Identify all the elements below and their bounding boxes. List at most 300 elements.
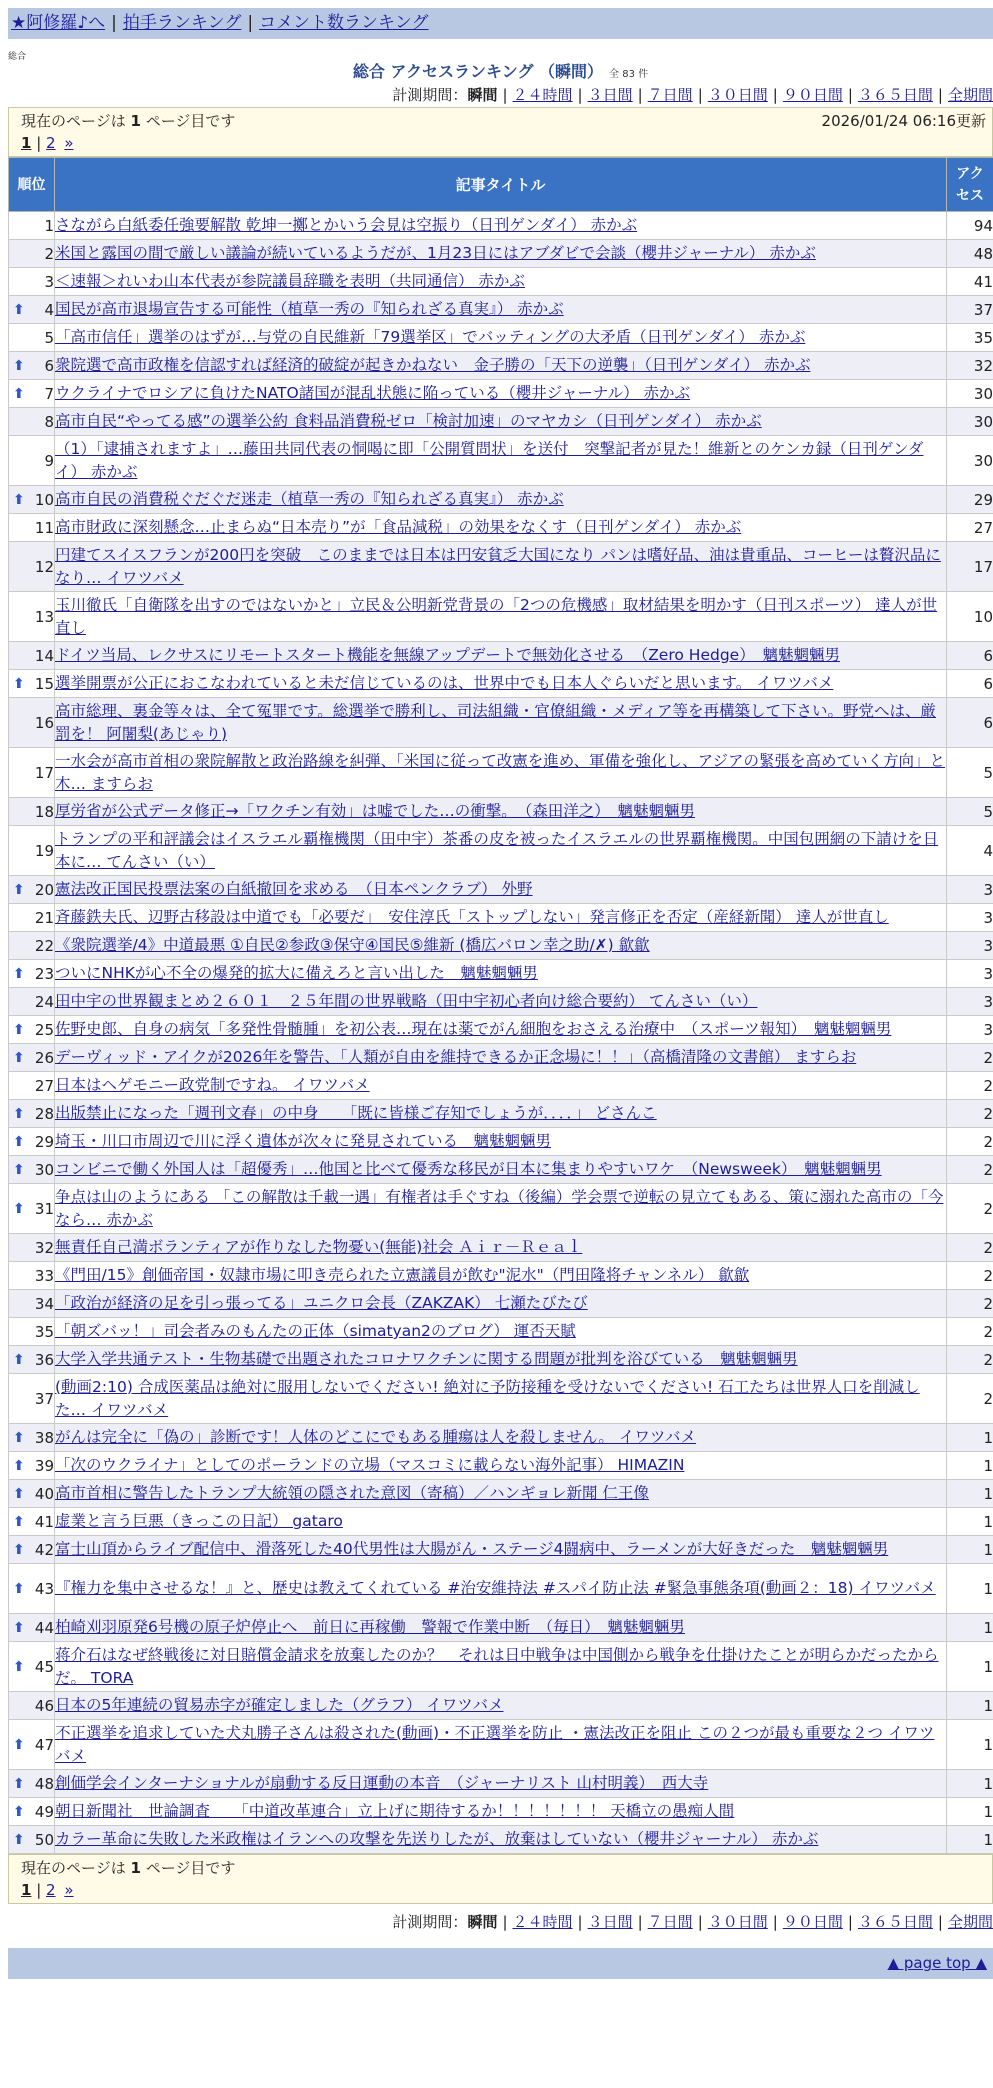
article-link[interactable]: がんは完全に「偽の」診断です！人体のどこにでもある腫瘍は人を殺しません。 イワツバメ [55, 1428, 696, 1446]
access-count: 2 [947, 1128, 993, 1156]
rank-number: 39 [35, 1457, 54, 1475]
rank-number: 6 [44, 357, 54, 375]
page-top-link[interactable]: ▲ page top ▲ [888, 1954, 987, 1972]
title-cell [55, 268, 947, 296]
rank-cell [9, 542, 55, 592]
article-link[interactable]: 虚業と言う巨悪（きっこの日記） gataro [55, 1512, 343, 1530]
period-option[interactable]: ３０日間 [708, 86, 768, 104]
table-row [9, 1128, 993, 1156]
rank-cell [9, 798, 55, 826]
next-page-link-bottom[interactable]: » [64, 1881, 73, 1899]
table-row [9, 1072, 993, 1100]
rank-cell [9, 268, 55, 296]
article-link[interactable]: 田中宇の世界観まとめ２６０１ ２５年間の世界戦略（田中宇初心者向け総合要約） てんさい（い） [55, 992, 757, 1010]
title-cell [55, 1318, 947, 1346]
table-row [9, 698, 993, 748]
access-count: 1 [947, 1508, 993, 1536]
current-page-bottom: 1 [21, 1881, 31, 1899]
access-count: 3 [947, 876, 993, 904]
article-link[interactable]: 出版禁止になった「週刊文春」の中身 「既に皆様ご存知でしょうが．．．．」 どさんこ [55, 1104, 657, 1122]
rank-cell [9, 408, 55, 436]
rank-cell [9, 514, 55, 542]
rank-cell [9, 1564, 55, 1614]
article-link[interactable]: 憲法改正国民投票法案の白紙撤回を求める （日本ペンクラブ） 外野 [55, 880, 533, 898]
title-cell [55, 1536, 947, 1564]
title-cell [55, 1346, 947, 1374]
title-cell [55, 514, 947, 542]
ranking-table [8, 157, 993, 1854]
article-link[interactable]: 佐野史郎、自身の病気「多発性骨髄腫」を初公表…現在は薬でがん細胞をおさえる治療中 （スポーツ報知） 魑魅魍魎男 [55, 1020, 891, 1038]
article-link[interactable]: 日本の5年連続の貿易赤字が確定しました（グラフ） イワツバメ [55, 1696, 503, 1714]
table-row [9, 670, 993, 698]
up-arrow-icon: ⬆ [13, 1832, 25, 1848]
up-arrow-icon: ⬆ [13, 1050, 25, 1066]
pagination-bottom: 1 | 2 » [21, 1879, 986, 1901]
title-cell [55, 798, 947, 826]
rank-number: 25 [35, 1021, 54, 1039]
period-option: 瞬間 [467, 86, 497, 104]
page-link-2[interactable]: 2 [46, 134, 56, 152]
table-row [9, 876, 993, 904]
access-count: 41 [947, 268, 993, 296]
access-count: 10 [947, 592, 993, 642]
table-row [9, 324, 993, 352]
title-cell [55, 486, 947, 514]
period-option-bottom[interactable]: ９０日間 [783, 1913, 843, 1931]
access-count: 2 [947, 1234, 993, 1262]
article-link[interactable]: 厚労省が公式データ修正→「ワクチン有効」は嘘でした…の衝撃。 （森田洋之） 魑魅魍魎男 [55, 802, 695, 820]
title-cell [55, 1100, 947, 1128]
rank-number: 9 [44, 452, 54, 470]
access-count: 35 [947, 324, 993, 352]
period-separator: | [773, 1913, 778, 1931]
table-row [9, 1234, 993, 1262]
up-arrow-icon: ⬆ [13, 1620, 25, 1636]
article-link[interactable]: 衆院選で高市政権を信認すれば経済的破綻が起きかねない 金子勝の「天下の逆襲」（日刊ゲンダイ） 赤かぶ [55, 356, 810, 374]
access-count: 2 [947, 1156, 993, 1184]
title-cell [55, 642, 947, 670]
rank-cell [9, 1072, 55, 1100]
article-link[interactable]: 斉藤鉄夫氏、辺野古移設は中道でも「必要だ」 安住淳氏「ストップしない」発言修正を否定（産経新聞） 達人が世直し [55, 908, 889, 926]
table-row [9, 240, 993, 268]
article-link[interactable]: 米国と露国の間で厳しい議論が続いているようだが、1月23日にはアブダビで会談（櫻井ジャーナル） 赤かぶ [55, 244, 816, 262]
rank-number: 29 [35, 1133, 54, 1151]
rank-number: 34 [35, 1295, 54, 1313]
access-count: 1 [947, 1614, 993, 1642]
rank-cell [9, 698, 55, 748]
table-row [9, 1720, 993, 1770]
title-cell [55, 1262, 947, 1290]
table-row [9, 592, 993, 642]
current-page: 1 [21, 134, 31, 152]
rank-number: 48 [35, 1775, 54, 1793]
rank-number: 47 [35, 1736, 54, 1754]
title-cell [55, 380, 947, 408]
rank-number: 37 [35, 1390, 54, 1408]
table-row [9, 1424, 993, 1452]
article-link[interactable]: 一水会が高市首相の衆院解散と政治路線を糾弾、「米国に従って改憲を進め、軍備を強化し、アジアの緊張を高めていく方向」と木… ますらお [55, 752, 945, 793]
period-option[interactable]: ３日間 [588, 86, 633, 104]
title-cell [55, 1614, 947, 1642]
table-row [9, 960, 993, 988]
article-link[interactable]: 高市財政に深刻懸念…止まらぬ“日本売り”が「食品減税」の効果をなくす（日刊ゲンダイ） 赤かぶ [55, 518, 741, 536]
rank-cell [9, 1100, 55, 1128]
period-separator: | [938, 1913, 943, 1931]
table-row [9, 1614, 993, 1642]
title-cell [55, 698, 947, 748]
access-count: 37 [947, 296, 993, 324]
access-count: 30 [947, 380, 993, 408]
article-link[interactable]: 高市総理、裏金等々は、全て冤罪です。総選挙で勝利し、司法組織・官僚組織・メディア等を再構築して下さい。野党へは、厳罰を！ 阿闍梨(あじゃり) [55, 702, 936, 743]
access-count: 6 [947, 698, 993, 748]
access-count: 6 [947, 670, 993, 698]
article-link[interactable]: トランプの平和評議会はイスラエル覇権機関（田中宇）茶番の皮を被ったイスラエルの世界覇権機関。中国包囲網の下請けを日本に… てんさい（い） [55, 830, 938, 871]
rank-number: 49 [35, 1803, 54, 1821]
up-arrow-icon: ⬆ [13, 1458, 25, 1474]
title-cell [55, 542, 947, 592]
access-count: 2 [947, 1044, 993, 1072]
access-count: 3 [947, 988, 993, 1016]
article-link[interactable]: 蒋介石はなぜ終戦後に対日賠償金請求を放棄したのか？ それは日中戦争は中国側から戦争を仕掛けたことが明らかだったからだ。 TORA [55, 1646, 939, 1687]
title-cell [55, 748, 947, 798]
access-count: 1 [947, 1424, 993, 1452]
rank-cell [9, 1642, 55, 1692]
article-link[interactable]: カラー革命に失敗した米政権はイランへの攻撃を先送りしたが、放棄はしていない（櫻井ジャーナル） 赤かぶ [55, 1830, 818, 1848]
up-arrow-icon: ⬆ [13, 1162, 25, 1178]
table-row [9, 798, 993, 826]
rank-cell [9, 1290, 55, 1318]
rank-cell [9, 1016, 55, 1044]
rank-number: 3 [44, 273, 54, 291]
table-row [9, 352, 993, 380]
rank-cell [9, 932, 55, 960]
rank-number: 2 [44, 245, 54, 263]
up-arrow-icon: ⬆ [13, 492, 25, 508]
up-arrow-icon: ⬆ [13, 1022, 25, 1038]
up-arrow-icon: ⬆ [13, 358, 25, 374]
rank-number: 5 [44, 329, 54, 347]
title-cell [55, 1424, 947, 1452]
period-separator: | [938, 86, 943, 104]
access-count: 1 [947, 1564, 993, 1614]
rank-number: 7 [44, 385, 54, 403]
title-cell [55, 1564, 947, 1614]
article-link[interactable]: 無責任自己満ボランティアが作りなした物憂い(無能)社会 Ａｉｒ－Ｒｅａｌ [55, 1238, 582, 1256]
title-cell [55, 1184, 947, 1234]
up-arrow-icon: ⬆ [13, 386, 25, 402]
rank-number: 14 [35, 647, 54, 665]
rank-number: 13 [35, 608, 54, 626]
article-link[interactable]: 大学入学共通テスト・生物基礎で出題されたコロナワクチンに関する問題が批判を浴びている 魑魅魍魎男 [55, 1350, 798, 1368]
article-link[interactable]: 《門田/15》創価帝国・奴隷市場に叩き売られた立憲議員が飲む"泥水"（門田隆将チャンネル） 歙歙 [55, 1266, 749, 1284]
title-cell [55, 1044, 947, 1072]
period-option-bottom[interactable]: 全期間 [948, 1913, 993, 1931]
article-link[interactable]: 不正選挙を追求していた犬丸勝子さんは殺された(動画)・不正選挙を防止 ・憲法改正を阻止 この２つが最も重要な２つ イワツバメ [55, 1724, 934, 1765]
next-page-link[interactable]: » [64, 134, 73, 152]
article-link[interactable]: 「朝ズバッ！」司会者みのもんたの正体（simatyan2のブログ） 運否天賦 [55, 1322, 576, 1340]
period-label: 計測期間： [392, 86, 467, 104]
article-link[interactable]: 創価学会インターナショナルが扇動する反日運動の本音 （ジャーナリスト 山村明義） 西大寺 [55, 1774, 708, 1792]
page-link-2-bottom[interactable]: 2 [46, 1881, 56, 1899]
rank-number: 8 [44, 413, 54, 431]
table-row [9, 904, 993, 932]
table-row [9, 212, 993, 240]
rank-number: 32 [35, 1239, 54, 1257]
rank-cell [9, 1318, 55, 1346]
title-cell [55, 876, 947, 904]
period-separator: | [698, 1913, 703, 1931]
title-cell [55, 1770, 947, 1798]
rank-cell [9, 960, 55, 988]
rank-number: 21 [35, 909, 54, 927]
table-row [9, 1318, 993, 1346]
table-row [9, 1290, 993, 1318]
total-count: 全 83 件 [609, 69, 648, 80]
article-link[interactable]: 柏崎刈羽原発6号機の原子炉停止へ 前日に再稼働 警報で作業中断 （毎日） 魑魅魍魎男 [55, 1618, 685, 1636]
rank-number: 15 [35, 675, 54, 693]
rank-number: 18 [35, 803, 54, 821]
period-selector-bottom [8, 1910, 993, 1934]
rank-number: 17 [35, 764, 54, 782]
access-count: 30 [947, 436, 993, 486]
nav-link-comment-ranking[interactable]: コメント数ランキング [259, 13, 429, 33]
access-count: 1 [947, 1480, 993, 1508]
period-option[interactable]: ９０日間 [783, 86, 843, 104]
period-option[interactable]: ７日間 [648, 86, 693, 104]
article-link[interactable]: ウクライナでロシアに負けたNATO諸国が混乱状態に陥っている（櫻井ジャーナル） 赤かぶ [55, 384, 690, 402]
access-count: 1 [947, 1720, 993, 1770]
up-arrow-icon: ⬆ [13, 1514, 25, 1530]
title-cell [55, 1720, 947, 1770]
table-row [9, 268, 993, 296]
table-row [9, 748, 993, 798]
article-link[interactable]: （1）「逮捕されますよ」…藤田共同代表の恫喝に即「公開質問状」を送付 突撃記者が見た！維新とのケンカ録（日刊ゲンダイ） 赤かぶ [55, 440, 923, 481]
table-row [9, 1374, 993, 1424]
footer-bar [8, 1948, 993, 1979]
section-label: 総合 [8, 49, 993, 61]
access-count: 27 [947, 514, 993, 542]
article-link[interactable]: 選挙開票が公正におこなわれていると未だ信じているのは、世界中でも日本人ぐらいだと思います。 イワツバメ [55, 674, 833, 692]
article-link[interactable]: 富士山頂からライブ配信中、滑落死した40代男性は大腸がん・ステージ4闘病中、ラーメンが大好きだった 魑魅魍魎男 [55, 1540, 888, 1558]
period-option[interactable]: ３６５日間 [858, 86, 933, 104]
up-arrow-icon: ⬆ [13, 676, 25, 692]
article-link[interactable]: さながら白紙委任強要解散 乾坤一擲とかいう会見は空振り（日刊ゲンダイ） 赤かぶ [55, 216, 637, 234]
rank-cell [9, 670, 55, 698]
article-link[interactable]: ついにNHKが心不全の爆発的拡大に備えろと言い出した 魑魅魍魎男 [55, 964, 538, 982]
period-separator: | [502, 86, 507, 104]
table-row [9, 1156, 993, 1184]
rank-number: 20 [35, 881, 54, 899]
title-cell [55, 1508, 947, 1536]
rank-cell [9, 1798, 55, 1826]
article-link[interactable]: コンビニで働く外国人は「超優秀」…他国と比べて優秀な移民が日本に集まりやすいワケ （Newsweek） 魑魅魍魎男 [55, 1160, 882, 1178]
article-link[interactable]: (動画2:10) 合成医薬品は絶対に服用しないでください! 絶対に予防接種を受けないでください! 石工たちは世界人口を削減した… イワツバメ [55, 1378, 920, 1419]
access-count: 3 [947, 904, 993, 932]
rank-number: 46 [35, 1697, 54, 1715]
article-link[interactable]: 玉川徹氏「自衛隊を出すのではないかと」立民＆公明新党背景の「2つの危機感」取材結果を明かす（日刊スポーツ） 達人が世直し [55, 596, 937, 637]
up-arrow-icon: ⬆ [13, 1737, 25, 1753]
title-cell [55, 352, 947, 380]
rank-cell [9, 296, 55, 324]
article-link[interactable]: 「政治が経済の足を引っ張ってる」ユニクロ会長（ZAKZAK） 七瀬たびたび [55, 1294, 588, 1312]
access-count: 2 [947, 1262, 993, 1290]
period-option[interactable]: ２４時間 [513, 86, 573, 104]
title-cell [55, 1290, 947, 1318]
rank-number: 16 [35, 714, 54, 732]
table-row [9, 486, 993, 514]
table-row [9, 1564, 993, 1614]
table-row [9, 514, 993, 542]
period-selector [8, 83, 993, 107]
article-link[interactable]: 国民が高市退場宣告する可能性（植草一秀の『知られざる真実』） 赤かぶ [55, 300, 564, 318]
period-option-bottom[interactable]: ３６５日間 [858, 1913, 933, 1931]
title-cell [55, 1234, 947, 1262]
rank-number: 28 [35, 1105, 54, 1123]
updated-time: 2026/01/24 06:16更新 [822, 110, 986, 132]
access-count: 2 [947, 1346, 993, 1374]
table-row [9, 1770, 993, 1798]
article-link[interactable]: 争点は山のようにある 「この解散は千載一遇」有権者は手ぐすね（後編）学会票で逆転の見立てもある、策に溺れた高市の「今なら… 赤かぶ [55, 1188, 943, 1229]
rank-cell [9, 380, 55, 408]
title-cell [55, 592, 947, 642]
article-link[interactable]: 埼玉・川口市周辺で川に浮く遺体が次々に発見されている 魑魅魍魎男 [55, 1132, 551, 1150]
rank-cell [9, 486, 55, 514]
rank-cell [9, 1374, 55, 1424]
access-count: 29 [947, 486, 993, 514]
table-row [9, 1826, 993, 1854]
access-count: 6 [947, 642, 993, 670]
table-row [9, 1508, 993, 1536]
access-count: 48 [947, 240, 993, 268]
period-option-bottom[interactable]: ２４時間 [513, 1913, 573, 1931]
rank-cell [9, 1044, 55, 1072]
period-option[interactable]: 全期間 [948, 86, 993, 104]
rank-cell [9, 748, 55, 798]
access-count: 1 [947, 1770, 993, 1798]
table-row [9, 436, 993, 486]
access-count: 1 [947, 1642, 993, 1692]
table-row [9, 1480, 993, 1508]
rank-cell [9, 1424, 55, 1452]
rank-number: 40 [35, 1485, 54, 1503]
title-cell [55, 1826, 947, 1854]
title-cell [55, 1642, 947, 1692]
article-link[interactable]: 円建てスイスフランが200円を突破 このままでは日本は円安貧乏大国になり パンは嗜好品、油は貴重品、コーヒーは贅沢品になり… イワツバメ [55, 546, 941, 587]
period-separator: | [638, 1913, 643, 1931]
period-separator: | [773, 86, 778, 104]
rank-cell [9, 1156, 55, 1184]
title-cell [55, 826, 947, 876]
access-count: 1 [947, 1798, 993, 1826]
up-arrow-icon: ⬆ [13, 1201, 25, 1217]
table-row [9, 1692, 993, 1720]
rank-number: 27 [35, 1077, 54, 1095]
article-link[interactable]: 高市自民の消費税ぐだぐだ迷走（植草一秀の『知られざる真実』） 赤かぶ [55, 490, 564, 508]
article-link[interactable]: ドイツ当局、レクサスにリモートスタート機能を無線アップデートで無効化させる （Zero Hedge） 魑魅魍魎男 [55, 646, 840, 664]
access-count: 30 [947, 408, 993, 436]
title-cell [55, 932, 947, 960]
up-arrow-icon: ⬆ [13, 1804, 25, 1820]
rank-cell [9, 1346, 55, 1374]
article-link[interactable]: デーヴィッド・アイクが2026年を警告、「人類が自由を維持できるか正念場に！！」（高橋清隆の文書館） ますらお [55, 1048, 856, 1066]
period-separator: | [578, 86, 583, 104]
title-cell [55, 1452, 947, 1480]
rank-number: 19 [35, 842, 54, 860]
title-cell [55, 240, 947, 268]
access-count: 32 [947, 352, 993, 380]
table-row [9, 380, 993, 408]
access-count: 1 [947, 1826, 993, 1854]
article-link[interactable]: 高市首相に警告したトランプ大統領の隠された意図（寄稿）／ハンギョレ新聞 仁王像 [55, 1484, 649, 1502]
rank-cell [9, 1614, 55, 1642]
rank-cell [9, 1720, 55, 1770]
article-link[interactable]: 日本はヘゲモニー政党制ですね。 イワツバメ [55, 1076, 370, 1094]
period-option-bottom[interactable]: ３０日間 [708, 1913, 768, 1931]
access-count: 2 [947, 1290, 993, 1318]
article-link[interactable]: 《衆院選挙/4》中道最悪 ①自民②参政③保守④国民⑤維新 (橋広バロン幸之助/✗) 歙歙 [55, 936, 650, 954]
period-separator: | [638, 86, 643, 104]
up-arrow-icon: ⬆ [13, 1776, 25, 1792]
up-arrow-icon: ⬆ [13, 882, 25, 898]
title-cell [55, 960, 947, 988]
article-link[interactable]: 「次のウクライナ」としてのポーランドの立場（マスコミに載らない海外記事） HIMAZIN [55, 1456, 684, 1474]
rank-cell [9, 436, 55, 486]
title-cell [55, 904, 947, 932]
rank-number: 10 [35, 491, 54, 509]
rank-number: 50 [35, 1831, 54, 1849]
rank-number: 41 [35, 1513, 54, 1531]
article-link[interactable]: ＜速報＞れいわ山本代表が参院議員辞職を表明（共同通信） 赤かぶ [55, 272, 525, 290]
up-arrow-icon: ⬆ [13, 1542, 25, 1558]
access-count: 2 [947, 1072, 993, 1100]
rank-number: 26 [35, 1049, 54, 1067]
table-row [9, 1016, 993, 1044]
rank-number: 11 [35, 519, 54, 537]
up-arrow-icon: ⬆ [13, 1659, 25, 1675]
table-row [9, 1184, 993, 1234]
access-count: 2 [947, 1318, 993, 1346]
table-row [9, 932, 993, 960]
article-link[interactable]: 朝日新聞社 世論調査 「中道改革連合」立上げに期待するか！！！！！！！ 天橋立の愚痴人間 [55, 1802, 734, 1820]
page-title-row [8, 61, 993, 83]
access-count: 1 [947, 1452, 993, 1480]
access-count: 3 [947, 1016, 993, 1044]
period-separator: | [578, 1913, 583, 1931]
title-cell [55, 324, 947, 352]
article-link[interactable]: 「高市信任」選挙のはずが…与党の自民維新「79選挙区」でバッティングの大矛盾（日刊ゲンダイ） 赤かぶ [55, 328, 805, 346]
period-option-bottom[interactable]: ７日間 [648, 1913, 693, 1931]
period-option-bottom: 瞬間 [467, 1913, 497, 1931]
article-link[interactable]: 『権力を集中させるな！』と、歴史は教えてくれている #治安維持法 #スパイ防止法 #緊急事態条項(動画２：18) イワツバメ [55, 1579, 936, 1597]
rank-cell [9, 1452, 55, 1480]
title-cell [55, 1072, 947, 1100]
rank-cell [9, 1826, 55, 1854]
period-option-bottom[interactable]: ３日間 [588, 1913, 633, 1931]
nav-link-clap-ranking[interactable]: 拍手ランキング [123, 13, 242, 33]
nav-link-asyura[interactable]: ★阿修羅♪へ [11, 13, 105, 33]
period-separator: | [848, 1913, 853, 1931]
page-status-bottom: 現在のページは 1 ページ目です [21, 1857, 235, 1879]
rank-cell [9, 1128, 55, 1156]
rank-number: 31 [35, 1200, 54, 1218]
up-arrow-icon: ⬆ [13, 1106, 25, 1122]
article-link[interactable]: 高市自民“やってる感”の選挙公約 食料品消費税ゼロ「検討加速」のマヤカシ（日刊ゲンダイ） 赤かぶ [55, 412, 762, 430]
title-cell [55, 1692, 947, 1720]
access-count: 4 [947, 826, 993, 876]
access-count: 3 [947, 932, 993, 960]
page-title: 総合 アクセスランキング （瞬間） [353, 62, 603, 81]
title-cell [55, 670, 947, 698]
